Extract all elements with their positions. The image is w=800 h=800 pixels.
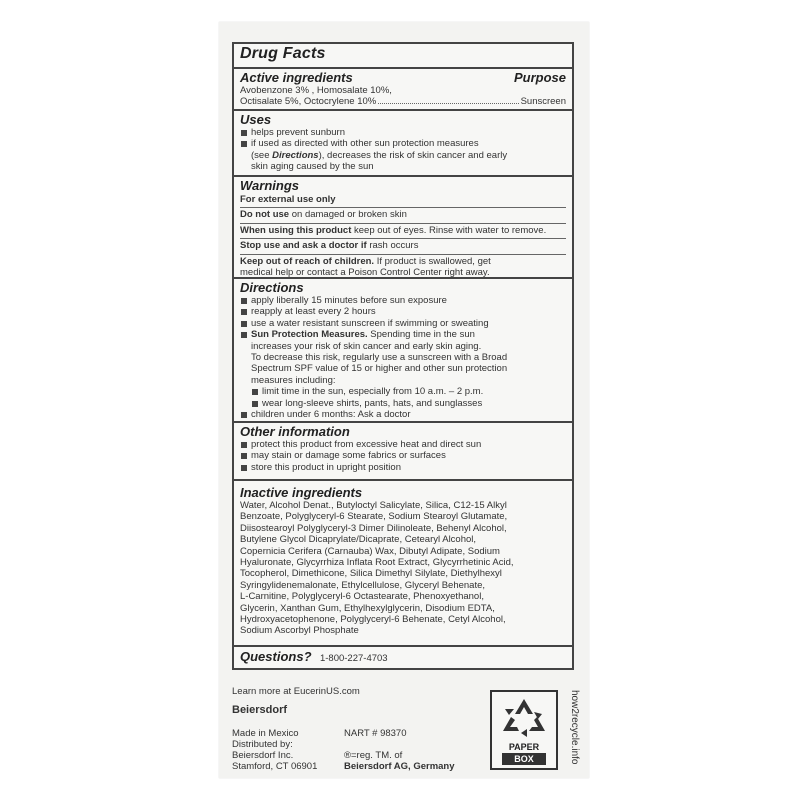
warning-text: If product is swallowed, get bbox=[374, 255, 491, 267]
warnings-header: Warnings bbox=[240, 178, 299, 193]
directions-section bbox=[234, 279, 572, 423]
questions-phone: 1-800-227-4703 bbox=[319, 653, 388, 664]
paper-label: PAPER bbox=[508, 742, 540, 752]
directions-header: Directions bbox=[240, 280, 304, 295]
purpose-header: Purpose bbox=[513, 70, 566, 85]
active-header-row bbox=[240, 70, 566, 85]
uses-cont-text: (see bbox=[251, 149, 273, 161]
spm-text: Spending time in the sun bbox=[367, 329, 475, 341]
inactive-line: Sodium Ascorbyl Phosphate bbox=[240, 625, 359, 637]
spm-bold: Sun Protection Measures. bbox=[251, 329, 368, 341]
other-item: store this product in upright position bbox=[240, 462, 566, 473]
active-line-1: Avobenzone 3% , Homosalate 10%, bbox=[240, 85, 392, 96]
directions-sub-item: limit time in the sun, especially from 10 a.m. – 2 p.m. bbox=[240, 386, 566, 397]
uses-section bbox=[234, 111, 572, 177]
how2recycle-box bbox=[490, 690, 558, 770]
spm-line: Spectrum SPF value of 15 or higher and other sun protection bbox=[251, 363, 508, 375]
inactive-ingredients-header: Inactive ingredients bbox=[240, 485, 363, 500]
how2recycle-url bbox=[568, 690, 582, 778]
active-ingredients-section bbox=[234, 69, 572, 111]
inactive-line: L-Carnitine, Polyglyceryl-6 Octastearate, Phenoxyethanol, bbox=[240, 591, 484, 603]
drug-facts-box bbox=[232, 42, 574, 670]
directions-item: use a water resistant sunscreen if swimming or sweating bbox=[240, 318, 566, 329]
directions-item: apply liberally 15 minutes before sun exposure bbox=[240, 295, 566, 306]
active-line-2 bbox=[240, 96, 566, 107]
learn-more-link: Learn more at EucerinUS.com bbox=[232, 686, 360, 697]
inactive-ingredients-section bbox=[234, 481, 572, 647]
inactive-line: Diisostearoyl Polyglyceryl-3 Dimer Dilinoleate, Behenyl Alcohol, bbox=[240, 522, 507, 534]
other-item: protect this product from excessive heat and direct sun bbox=[240, 439, 566, 450]
warning-bold: Stop use and ask a doctor if bbox=[240, 240, 367, 252]
inactive-line: Copernicia Cerifera (Carnauba) Wax, Dibutyl Adipate, Sodium bbox=[240, 545, 500, 557]
inactive-line: Syringylidenemalonate, Ethylcellulose, Glyceryl Behenate, bbox=[240, 579, 486, 591]
warning-text: medical help or contact a Poison Control Center right away. bbox=[240, 267, 490, 279]
purpose-sunscreen: Sunscreen bbox=[520, 96, 566, 108]
inactive-line: Water, Alcohol Denat., Butyloctyl Salicylate, Silica, C12-15 Alkyl bbox=[240, 500, 507, 511]
warning-stop-use bbox=[240, 239, 566, 254]
warning-bold: Do not use bbox=[240, 209, 290, 221]
trademark-owner: Beiersdorf AG, Germany bbox=[344, 761, 455, 772]
warning-bold: When using this product bbox=[240, 224, 352, 236]
inactive-line: Tocopherol, Dimethicone, Silica Dimethyl Silylate, Diethylhexyl bbox=[240, 568, 502, 580]
part-number: NART # 98370 bbox=[344, 728, 407, 739]
distributor-city: Stamford, CT 06901 bbox=[232, 761, 318, 772]
uses-item-continuation bbox=[240, 150, 566, 161]
spm-line: To decrease this risk, regularly use a sunscreen with a Broad bbox=[251, 352, 508, 364]
registration-column bbox=[344, 728, 455, 772]
how2recycle-url-text: how2recycle.info bbox=[569, 690, 580, 765]
inactive-line: Benzoate, Polyglyceryl-6 Stearate, Sodium Stearoyl Glutamate, bbox=[240, 511, 508, 523]
active-line-2-text: Octisalate 5%, Octocrylene 10% bbox=[240, 96, 377, 108]
warning-do-not-use bbox=[240, 208, 566, 223]
uses-item: if used as directed with other sun protection measures bbox=[240, 138, 566, 149]
directions-item: children under 6 months: Ask a doctor bbox=[240, 409, 566, 420]
questions-section bbox=[234, 647, 572, 668]
box-label: BOX bbox=[502, 753, 546, 765]
questions-label: Questions? bbox=[240, 649, 312, 664]
warning-bold: Keep out of reach of children. bbox=[240, 255, 375, 267]
spacer bbox=[344, 739, 455, 750]
warning-when-using bbox=[240, 224, 566, 239]
inactive-line: Butylene Glycol Dicaprylate/Dicaprate, Cetearyl Alcohol, bbox=[240, 534, 477, 546]
inactive-line: Glycerin, Xanthan Gum, Ethylhexylglycerin, Disodium EDTA, bbox=[240, 602, 495, 614]
warning-external: For external use only bbox=[240, 193, 566, 208]
distributor-column bbox=[232, 728, 344, 772]
brand-name: Beiersdorf bbox=[232, 704, 288, 716]
other-information-header: Other information bbox=[240, 424, 350, 439]
uses-item-continuation: skin aging caused by the sun bbox=[251, 161, 374, 173]
spm-line: measures including: bbox=[251, 374, 336, 386]
spm-line: increases your risk of skin cancer and early skin aging. bbox=[251, 340, 482, 352]
made-in: Made in Mexico bbox=[232, 728, 299, 739]
other-information-section bbox=[234, 423, 572, 481]
distributor-name: Beiersdorf Inc. bbox=[232, 750, 294, 761]
inactive-line: Hyaluronate, Glycyrrhiza Inflata Root Extract, Glycyrrhetinic Acid, bbox=[240, 557, 514, 569]
warning-text: rash occurs bbox=[366, 240, 419, 252]
uses-item: helps prevent sunburn bbox=[240, 127, 566, 138]
distributed-by: Distributed by: bbox=[232, 739, 293, 750]
recycle-icon bbox=[501, 697, 547, 737]
label-footer bbox=[232, 686, 482, 772]
warnings-section bbox=[234, 177, 572, 279]
uses-header: Uses bbox=[240, 112, 272, 127]
warning-keep-out bbox=[240, 255, 566, 281]
warning-text: on damaged or broken skin bbox=[289, 209, 407, 221]
other-item: may stain or damage some fabrics or surfaces bbox=[240, 450, 566, 461]
drug-facts-title: Drug Facts bbox=[240, 45, 326, 62]
directions-ref: Directions bbox=[272, 149, 319, 161]
distributor-info bbox=[232, 728, 482, 772]
warning-text: keep out of eyes. Rinse with water to remove. bbox=[351, 224, 547, 236]
leader-dots bbox=[378, 103, 518, 104]
trademark-note: ®=reg. TM. of bbox=[344, 750, 403, 761]
inactive-line: Hydroxyacetophenone, Polyglyceryl-6 Behenate, Cetyl Alcohol, bbox=[240, 614, 506, 626]
directions-sub-item: wear long-sleeve shirts, pants, hats, and sunglasses bbox=[240, 398, 566, 409]
uses-cont-text: ), decreases the risk of skin cancer and early bbox=[318, 149, 508, 161]
directions-item: reapply at least every 2 hours bbox=[240, 306, 566, 317]
active-ingredients-header: Active ingredients bbox=[240, 70, 353, 85]
drug-facts-title-section bbox=[234, 44, 572, 69]
directions-item bbox=[240, 329, 566, 340]
